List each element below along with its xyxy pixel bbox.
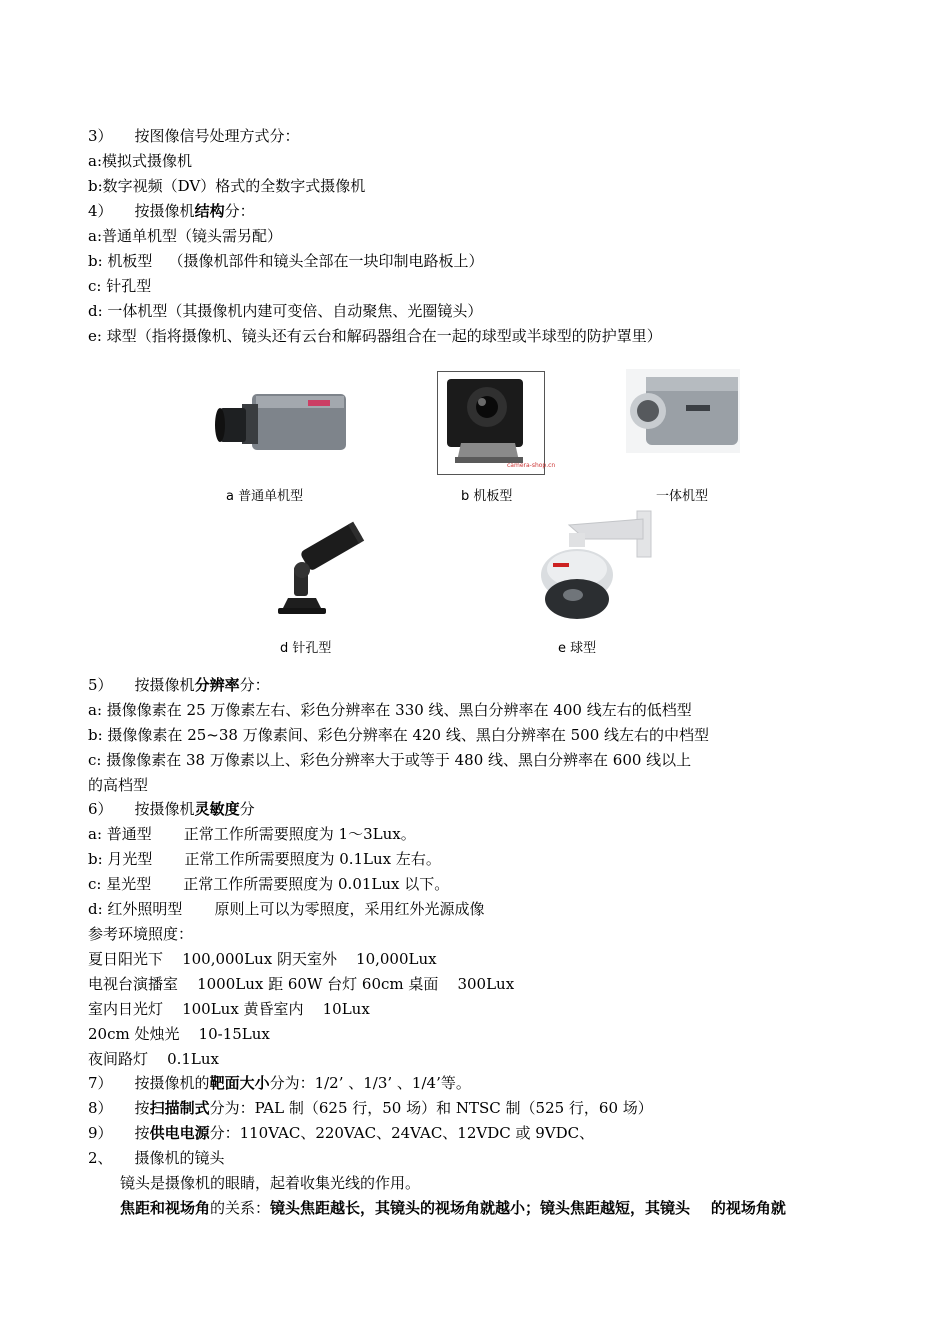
box-camera-image xyxy=(212,382,352,472)
section-3-heading: 3） 按图像信号处理方式分： xyxy=(88,127,300,145)
section-7-heading: 7） 按摄像机的靶面大小分为：1/2’ 、1/3’ 、1/4’等。 xyxy=(88,1074,471,1092)
section-6-item-b: b: 月光型 正常工作所需要照度为 0.1Lux 左右。 xyxy=(88,850,441,868)
section-3-item-a: a:模拟式摄像机 xyxy=(88,152,192,170)
section-5-item-b: b: 摄像像素在 25~38 万像素间、彩色分辨率在 420 线、黑白分辨率在 500 线左右的中档型 xyxy=(88,726,710,744)
section-6-item-a: a: 普通型 正常工作所需要照度为 1～3Lux。 xyxy=(88,825,416,843)
section-4-item-b: b: 机板型 （摄像机部件和镜头全部在一块印制电路板上） xyxy=(88,252,484,270)
section-5-heading: 5） 按摄像机分辨率分： xyxy=(88,676,270,694)
section-5-item-a: a: 摄像像素在 25 万像素左右、彩色分辨率在 330 线、黑白分辨率在 400 线左右的低档型 xyxy=(88,701,692,719)
section-4-item-c: c: 针孔型 xyxy=(88,277,152,295)
pinhole-camera-image xyxy=(272,522,368,620)
lens-intro-paragraph: 镜头是摄像机的眼睛，起着收集光线的作用。 xyxy=(120,1174,421,1192)
section-6-heading: 6） 按摄像机灵敏度分 xyxy=(88,800,255,818)
section-4-item-a: a:普通单机型（镜头需另配） xyxy=(88,227,282,245)
chapter-2-heading: 2、 摄像机的镜头 xyxy=(88,1149,225,1167)
reference-line-5: 夜间路灯 0.1Lux xyxy=(88,1050,220,1068)
reference-line-1: 夏日阳光下 100,000Lux 阴天室外 10,000Lux xyxy=(88,950,437,968)
section-8-heading: 8） 按扫描制式分为：PAL 制（625 行，50 场）和 NTSC 制（525 行，60 场） xyxy=(88,1099,653,1117)
reference-title: 参考环境照度： xyxy=(88,925,194,943)
section-9-heading: 9） 按供电电源分：110VAC、220VAC、24VAC、12VDC 或 9VDC、 xyxy=(88,1124,595,1142)
reference-line-2: 电视台演播室 1000Lux 距 60W 台灯 60cm 桌面 300Lux xyxy=(88,975,515,993)
integrated-camera-image xyxy=(626,369,740,453)
dome-camera-image xyxy=(525,509,655,627)
focal-length-paragraph: 焦距和视场角的关系：镜头焦距越长，其镜头的视场角就越小；镜头焦距越短，其镜头 的视场角就 xyxy=(120,1199,786,1217)
caption-box-camera: a 普通单机型 xyxy=(226,489,304,504)
board-camera-watermark: camera-shop.cn xyxy=(507,462,556,469)
section-4-item-e: e: 球型（指将摄像机、镜头还有云台和解码器组合在一起的球型或半球型的防护罩里） xyxy=(88,327,662,345)
section-5-item-c: c: 摄像像素在 38 万像素以上、彩色分辨率大于或等于 480 线、黑白分辨率在 600 线以上 xyxy=(88,751,692,769)
caption-pinhole-camera: d 针孔型 xyxy=(280,641,332,656)
section-5-item-c-cont: 的高档型 xyxy=(88,776,149,794)
reference-line-3: 室内日光灯 100Lux 黄昏室内 10Lux xyxy=(88,1000,370,1018)
reference-line-4: 20cm 处烛光 10-15Lux xyxy=(88,1025,270,1043)
section-4-item-d: d: 一体机型（其摄像机内建可变倍、自动聚焦、光圈镜头） xyxy=(88,302,483,320)
section-6-item-d: d: 红外照明型 原则上可以为零照度，采用红外光源成像 xyxy=(88,900,485,918)
caption-board-camera: b 机板型 xyxy=(461,489,513,504)
section-6-item-c: c: 星光型 正常工作所需要照度为 0.01Lux 以下。 xyxy=(88,875,450,893)
section-3-item-b: b:数字视频（DV）格式的全数字式摄像机 xyxy=(88,177,366,195)
caption-dome-camera: e 球型 xyxy=(558,641,597,656)
board-camera-image xyxy=(437,371,556,475)
section-4-heading: 4） 按摄像机结构分： xyxy=(88,202,255,220)
caption-integrated-camera: 一体机型 xyxy=(656,489,709,504)
